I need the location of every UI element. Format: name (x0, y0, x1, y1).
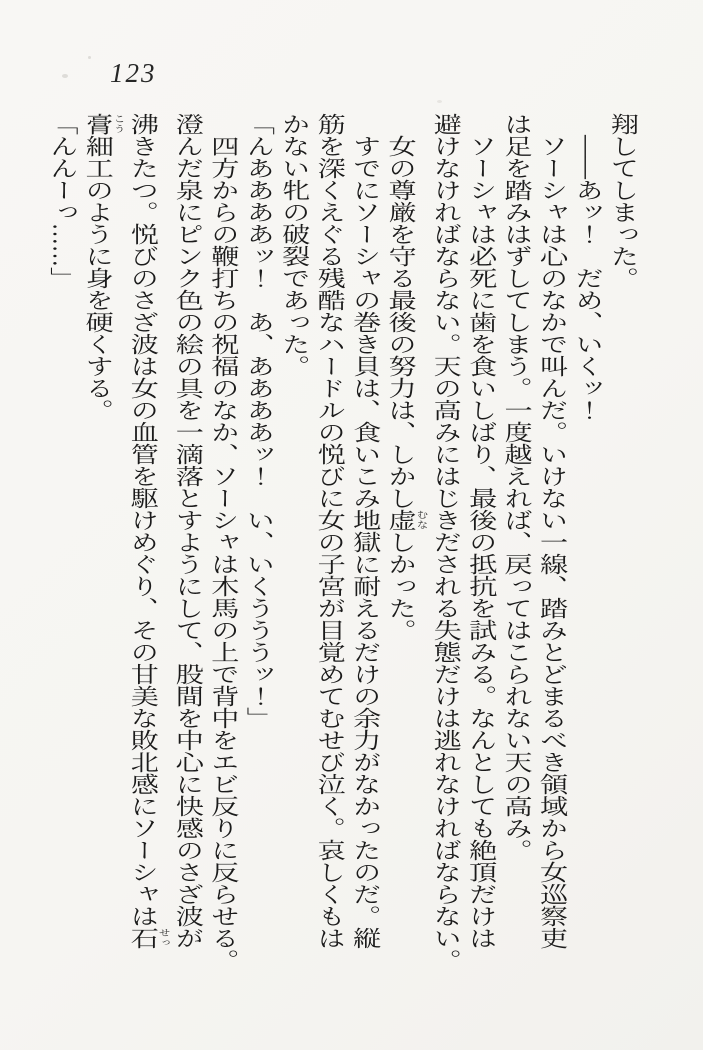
text-column: 女の尊厳を守る最後の努力は、しかし虚むなしかった。 (385, 135, 429, 641)
scan-speck (437, 100, 442, 103)
text-column: 「んんーっ……」 (47, 113, 80, 289)
text-column: ソーシャは心のなかで叫んだ。いけない一線、踏みとどまるべき領域から女巡察吏 (536, 135, 569, 949)
text-column: は足を踏みはずしてしまう。一度越えれば、戻ってはこられない天の高み。 (501, 113, 534, 861)
text-column: 避けなければならない。天の高みにはじきだされる失態だけは逃れなければならない。 (430, 113, 463, 971)
text-column: 澄んだ泉にピンク色の絵の具を一滴落とすようにして、股間を中心に快感のさざ波が (172, 113, 205, 949)
scan-speck (62, 74, 68, 78)
text-column: 沸きたつ。悦びのさざ波は女の血管を駆けめぐり、その甘美な敗北感にソーシャは石せっ (127, 113, 171, 949)
text-column: ソーシャは必死に歯を食いしばり、最後の抵抗を試みる。なんとしても絶頂だけは (465, 135, 498, 949)
text-column: かない牝の破裂であった。 (278, 113, 311, 377)
page-number: 123 (110, 58, 157, 88)
furigana-ruby: 石せっ (127, 927, 171, 949)
furigana-reading: むな (415, 509, 429, 531)
text-column: ――あッ！ だめ、いくッ！ (572, 135, 605, 421)
text-column: 四方からの鞭打ちの祝福のなか、ソーシャは木馬の上で背中をエビ反りに反らせる。 (208, 135, 241, 971)
furigana-reading: せっ (157, 927, 171, 949)
furigana-ruby: 虚むな (385, 509, 429, 531)
text-column: すでにソーシャの巻き貝は、食いこみ地獄に耐えるだけの余力がなかったのだ。縦 (349, 135, 382, 949)
scan-speck (88, 56, 91, 59)
text-column: 膏こう細工のように身を硬くする。 (82, 113, 126, 421)
page-text (47, 113, 641, 987)
text-column: 「んああああッ！ あ、ああああッ！ い、いくうううッ！」 (243, 113, 276, 729)
text-column: 翔してしまった。 (607, 113, 640, 289)
text-column: 筋を深くえぐる残酷なハードルの悦びに女の子宮が目覚めてむせび泣く。哀しくもは (314, 113, 347, 949)
furigana-ruby: 膏こう (82, 113, 126, 135)
furigana-reading: こう (112, 113, 126, 135)
